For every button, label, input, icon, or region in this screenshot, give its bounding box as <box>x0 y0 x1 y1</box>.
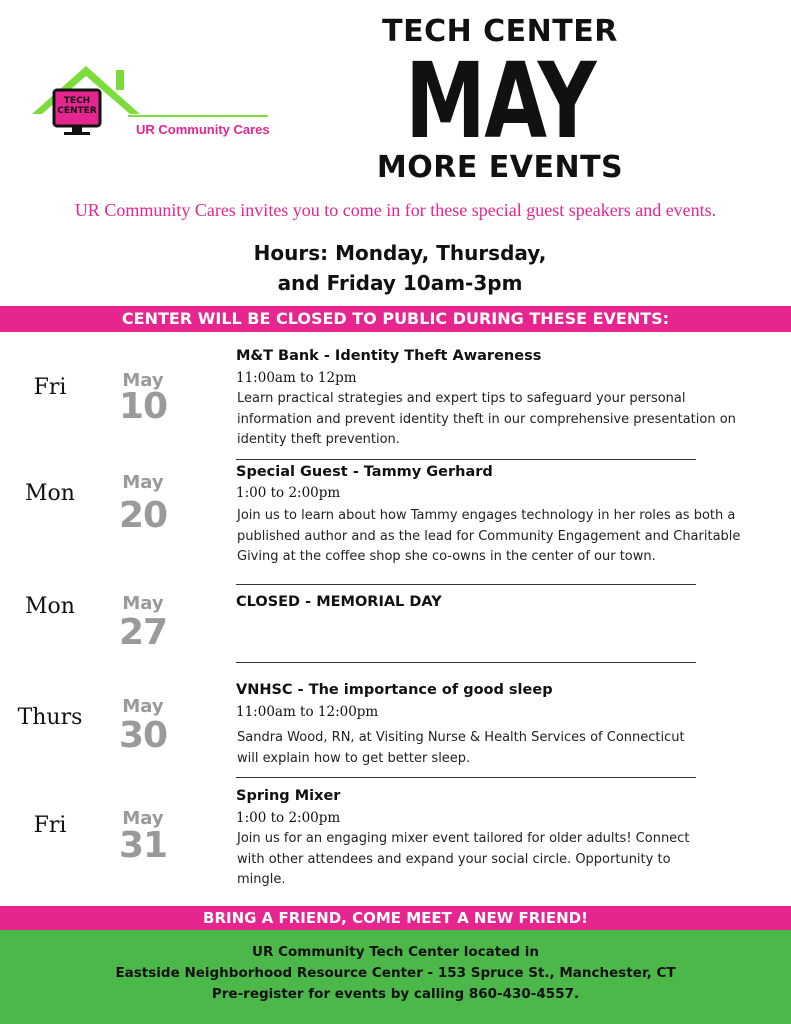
event-time: 11:00am to 12pm <box>236 370 357 386</box>
event-day: Thurs <box>17 705 83 730</box>
footer-line-1: UR Community Tech Center located in <box>252 944 539 960</box>
event-date: 27 <box>118 612 168 653</box>
divider <box>236 662 696 663</box>
closed-banner: CENTER WILL BE CLOSED TO PUBLIC DURING THESE EVENTS: <box>0 306 791 332</box>
title-bottom: MORE EVENTS <box>376 150 624 185</box>
event-date: 10 <box>118 386 168 427</box>
event-title: Spring Mixer <box>236 788 341 804</box>
event-date: 31 <box>118 825 168 866</box>
invite-text: UR Community Cares invites you to come in for these special guest speakers and events. <box>74 200 717 220</box>
footer-line-2: Eastside Neighborhood Resource Center - 153 Spruce St., Manchester, CT <box>115 965 676 981</box>
hours-line-1: Hours: Monday, Thursday, <box>253 241 547 265</box>
event-day: Mon <box>25 481 75 506</box>
hours-line-2: and Friday 10am-3pm <box>277 271 523 295</box>
divider <box>236 777 696 778</box>
event-month: May <box>122 472 164 493</box>
event-title: VNHSC - The importance of good sleep <box>236 682 553 698</box>
event-date: 20 <box>118 495 168 536</box>
event-day: Fri <box>33 813 67 838</box>
event-title: CLOSED - MEMORIAL DAY <box>236 594 442 610</box>
event-date: 30 <box>118 715 168 756</box>
event-time: 1:00 to 2:00pm <box>236 485 341 501</box>
event-description: Learn practical strategies and expert tips to safeguard your personal information and prevent identity theft in our comprehensive presentation on identity theft prevention. <box>237 391 736 447</box>
title-month: MAY <box>405 40 595 162</box>
divider <box>236 459 696 460</box>
event-title: M&T Bank - Identity Theft Awareness <box>236 348 542 364</box>
footer-line-3: Pre-register for events by calling 860-430-4557. <box>211 986 580 1002</box>
event-time: 1:00 to 2:00pm <box>236 810 341 826</box>
event-time: 11:00am to 12:00pm <box>236 704 379 720</box>
event-month: May <box>122 696 164 717</box>
hours <box>200 238 600 298</box>
event-month: May <box>122 593 164 614</box>
event-month: May <box>122 370 164 391</box>
divider <box>236 584 696 585</box>
logo-brand-text: UR Community Cares <box>136 122 270 137</box>
footer <box>0 930 791 1024</box>
event-description: Join us to learn about how Tammy engages technology in her roles as both a published author and as the lead for Community Engagement and Charitable Giving at the coffee shop she co-owns in the center of our town. <box>237 508 741 564</box>
title-top: TECH CENTER <box>382 14 618 49</box>
friend-banner: BRING A FRIEND, COME MEET A NEW FRIEND! <box>0 906 791 930</box>
tech-center-logo <box>28 62 278 152</box>
event-day: Mon <box>25 594 75 619</box>
event-description: Sandra Wood, RN, at Visiting Nurse & Health Services of Connecticut will explain how to get better sleep. <box>237 730 685 766</box>
event-month: May <box>122 808 164 829</box>
event-description: Join us for an engaging mixer event tailored for older adults! Connect with other attendees and expand your social circle. Opportunity to mingle. <box>237 831 690 887</box>
logo-screen-label: TECH CENTER <box>57 96 97 116</box>
event-title: Special Guest - Tammy Gerhard <box>236 464 493 480</box>
event-day: Fri <box>33 375 67 400</box>
